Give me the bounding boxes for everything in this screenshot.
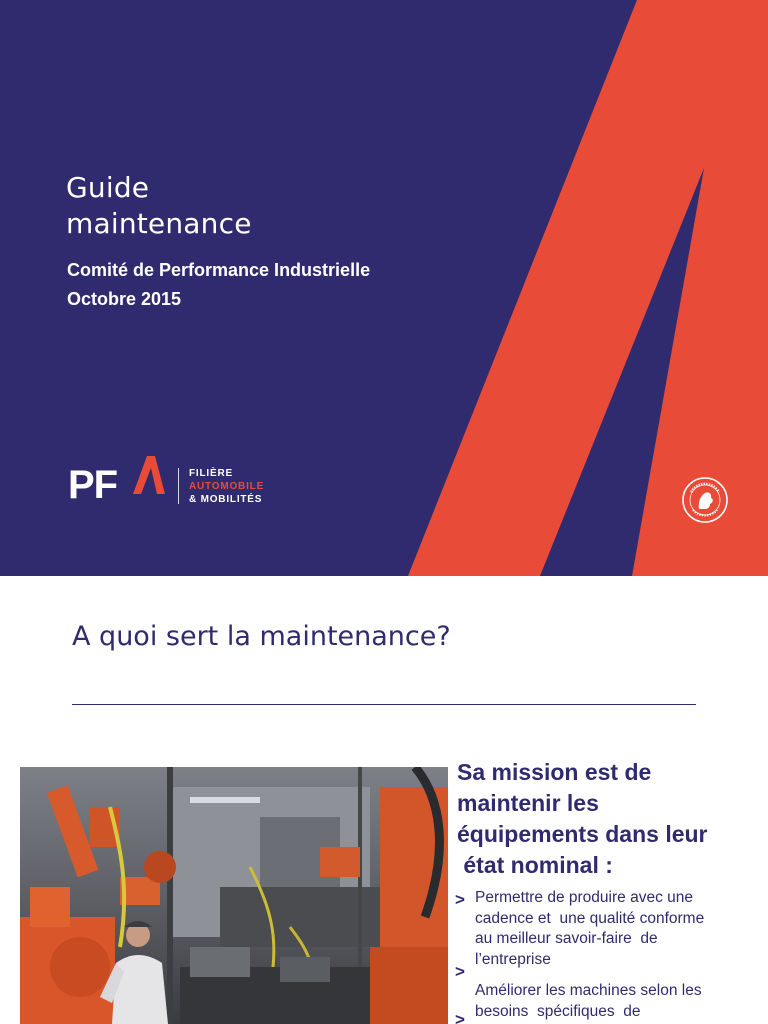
mission-line-1: Sa mission est de xyxy=(457,759,652,785)
pfa-logo-letters: PF xyxy=(68,463,118,507)
bullet-2-line-1: Améliorer les machines selon les xyxy=(475,982,702,999)
heading-divider xyxy=(72,704,696,705)
bullet-2-line-2: besoins spécifiques de xyxy=(475,1002,641,1020)
pfa-logo-line2: AUTOMOBILE xyxy=(189,481,265,492)
investissements-avenir-seal-icon xyxy=(681,476,729,524)
cover-date: Octobre 2015 xyxy=(67,289,182,309)
bullet-marker: > xyxy=(455,962,465,981)
cover-title xyxy=(66,170,426,242)
mission-line-4: état nominal : xyxy=(457,852,613,878)
bullet-1-line-4: l’entreprise xyxy=(475,950,551,968)
bullet-marker: > xyxy=(455,1010,465,1024)
factory-robots-photo xyxy=(20,767,448,1024)
pfa-logo-divider xyxy=(178,468,179,504)
bullet-marker: > xyxy=(455,890,465,909)
pfa-logo-line3: & MOBILITÉS xyxy=(189,494,263,505)
cover-title-line2: maintenance xyxy=(66,207,252,240)
mission-statement xyxy=(457,757,757,881)
cover-subtitle: Comité de Performance Industrielle xyxy=(67,260,371,280)
pfa-logo-line1: FILIÈRE xyxy=(189,468,233,479)
bullet-1-line-1: Permettre de produire avec une xyxy=(475,889,693,906)
bullet-text-1 xyxy=(475,888,745,970)
section-heading: A quoi sert la maintenance? xyxy=(72,621,451,652)
bullet-item-3 xyxy=(455,1010,745,1024)
pfa-a-logo-icon xyxy=(133,456,165,494)
mission-line-2: maintenir les xyxy=(457,790,599,816)
bullet-1-line-3: au meilleur savoir-faire de xyxy=(475,930,658,947)
mission-line-3: équipements dans leur xyxy=(457,821,708,847)
bullet-1-line-2: cadence et une qualité conforme xyxy=(475,909,705,927)
cover-title-line1: Guide xyxy=(66,171,150,204)
